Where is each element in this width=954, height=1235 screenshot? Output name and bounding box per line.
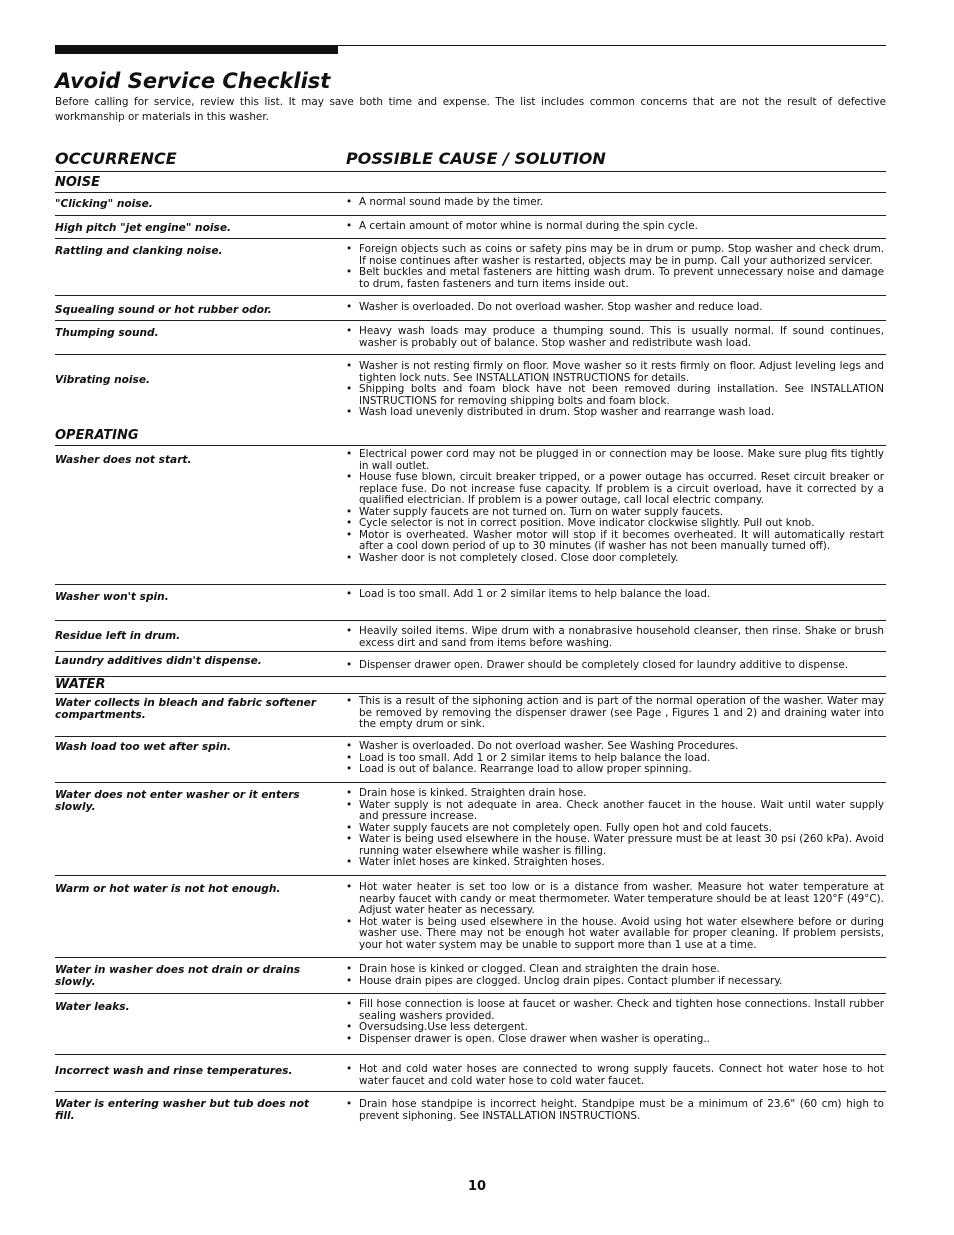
solution-item: • A normal sound made by the timer.: [345, 197, 884, 209]
solution-item: • Fill hose connection is loose at faucet or washer. Check and tighten hose connections. Install rubber sealing washers provided.: [345, 999, 884, 1022]
solution-item: • Drain hose is kinked. Straighten drain hose.: [345, 788, 884, 800]
divider: [55, 192, 886, 193]
solution-item: • Wash load unevenly distributed in drum. Stop washer and rearrange wash load.: [345, 407, 884, 419]
divider: [55, 736, 886, 737]
solution-item: • Drain hose standpipe is incorrect height. Standpipe must be a minimum of 23.6" (60 cm) high to prevent siphoning. See INSTALLATION INSTRUCTIONS.: [345, 1099, 884, 1122]
divider: [55, 651, 886, 652]
divider: [55, 238, 886, 239]
occurrence-label: Washer won't spin.: [55, 591, 169, 603]
solution-list: [345, 999, 884, 1045]
solution-list: [345, 197, 884, 209]
solution-item: • Hot water heater is set too low or is a distance from washer. Measure hot water temperature at nearby faucet with candy or meat thermometer. Water temperature should be at least 120°F (49°C). Adjust water heater as necessary.: [345, 882, 884, 917]
solution-list: [345, 449, 884, 564]
occurrence-label: Incorrect wash and rinse temperatures.: [55, 1065, 293, 1077]
solution-item: • A certain amount of motor whine is normal during the spin cycle.: [345, 221, 884, 233]
divider: [55, 1054, 886, 1055]
solution-item: • Water supply is not adequate in area. Check another faucet in the house. Wait until water supply and pressure increase.: [345, 800, 884, 823]
cause-heading: POSSIBLE CAUSE / SOLUTION: [346, 149, 606, 168]
occurrence-label: Rattling and clanking noise.: [55, 245, 223, 257]
occurrence-label: Washer does not start.: [55, 454, 192, 466]
occurrence-label: Water leaks.: [55, 1001, 130, 1013]
solution-item: • Foreign objects such as coins or safety pins may be in drum or pump. Stop washer and check drum. If noise continues after washer is restarted, objects may be in pump. Call your authorized servicer.: [345, 244, 884, 267]
solution-item: • Washer is overloaded. Do not overload washer. See Washing Procedures.: [345, 741, 884, 753]
solution-item: • House drain pipes are clogged. Unclog drain pipes. Contact plumber if necessary.: [345, 976, 884, 988]
divider: [55, 295, 886, 296]
solution-item: • Water inlet hoses are kinked. Straighten hoses.: [345, 857, 884, 869]
section-operating: OPERATING: [55, 428, 139, 443]
occurrence-label: Water does not enter washer or it enters slowly.: [55, 789, 300, 813]
divider: [55, 171, 886, 172]
solution-list: [345, 244, 884, 290]
occurrence-label: Vibrating noise.: [55, 374, 151, 386]
divider: [55, 875, 886, 876]
occurrence-label: Squealing sound or hot rubber odor.: [55, 304, 272, 316]
divider: [55, 320, 886, 321]
divider: [55, 445, 886, 446]
occurrence-heading: OCCURRENCE: [55, 149, 177, 168]
divider: [55, 620, 886, 621]
solution-item: • Heavy wash loads may produce a thumping sound. This is usually normal. If sound continues, washer is probably out of balance. Stop washer and redistribute wash load.: [345, 326, 884, 349]
divider: [55, 676, 886, 677]
divider: [55, 993, 886, 994]
solution-item: • Hot and cold water hoses are connected to wrong supply faucets. Connect hot water hose to hot water faucet and cold water hose to cold water faucet.: [345, 1064, 884, 1087]
section-noise: NOISE: [55, 175, 101, 190]
solution-item: • Motor is overheated. Washer motor will stop if it becomes overheated. It will automatically restart after a cool down period of up to 30 minutes (if washer has not been manually turned off).: [345, 530, 884, 553]
divider: [55, 354, 886, 355]
solution-list: [345, 302, 884, 314]
occurrence-label: Residue left in drum.: [55, 630, 181, 642]
solution-item: • Washer is not resting firmly on floor. Move washer so it rests firmly on floor. Adjust leveling legs and tighten lock nuts. See INSTALLATION INSTRUCTIONS for details.: [345, 361, 884, 384]
solution-list: [345, 1064, 884, 1087]
header-rule: [338, 45, 886, 46]
solution-item: • Electrical power cord may not be plugged in or connection may be loose. Make sure plug fits tightly in wall outlet.: [345, 449, 884, 472]
divider: [55, 693, 886, 694]
solution-list: [345, 1099, 884, 1122]
divider: [55, 957, 886, 958]
occurrence-label: Water is entering washer but tub does not fill.: [55, 1098, 310, 1122]
solution-item: • House fuse blown, circuit breaker tripped, or a power outage has occurred. Reset circuit breaker or replace fuse. Do not increase fuse capacity. If problem is a circuit overload, have it corrected by a qualified electrician. If problem is a power outage, call local electric company.: [345, 472, 884, 507]
solution-item: • Washer is overloaded. Do not overload washer. Stop washer and reduce load.: [345, 302, 884, 314]
solution-list: [345, 660, 884, 672]
solution-list: [345, 741, 884, 776]
solution-item: • Water is being used elsewhere in the house. Water pressure must be at least 30 psi (260 kPa). Avoid running water elsewhere while washer is filling.: [345, 834, 884, 857]
solution-list: [345, 589, 884, 601]
solution-item: • Hot water is being used elsewhere in the house. Avoid using hot water elsewhere before or during washer use. There may not be enough hot water available for proper cleaning. If problem persists, your hot water system may be unable to support more than 1 use at a time.: [345, 917, 884, 952]
intro-text: Before calling for service, review this list. It may save both time and expense. The list includes common concerns that are not the result of defective workmanship or materials in this washer.: [55, 96, 886, 123]
solution-list: [345, 788, 884, 869]
solution-item: • This is a result of the siphoning action and is part of the normal operation of the washer. Water may be removed by removing the dispenser drawer (see Page , Figures 1 and 2) and draining water into the empty drum or sink.: [345, 696, 884, 731]
solution-item: • Load is too small. Add 1 or 2 similar items to help balance the load.: [345, 589, 884, 601]
solution-item: • Washer door is not completely closed. Close door completely.: [345, 553, 884, 565]
divider: [55, 1091, 886, 1092]
occurrence-label: Water in washer does not drain or drains slowly.: [55, 964, 301, 988]
solution-list: [345, 882, 884, 951]
section-water: WATER: [55, 677, 106, 692]
divider: [55, 215, 886, 216]
occurrence-label: High pitch "jet engine" noise.: [55, 222, 232, 234]
solution-list: [345, 696, 884, 731]
solution-item: • Shipping bolts and foam block have not been removed during installation. See INSTALLATION INSTRUCTIONS for removing shipping bolts and foam block.: [345, 384, 884, 407]
occurrence-label: Thumping sound.: [55, 327, 159, 339]
solution-item: • Dispenser drawer is open. Close drawer when washer is operating..: [345, 1034, 884, 1046]
solution-list: [345, 221, 884, 233]
solution-item: • Load is too small. Add 1 or 2 similar items to help balance the load.: [345, 753, 884, 765]
solution-list: [345, 361, 884, 419]
page-title: Avoid Service Checklist: [55, 69, 331, 93]
occurrence-label: "Clicking" noise.: [55, 198, 153, 210]
occurrence-label: Laundry additives didn't dispense.: [55, 655, 262, 667]
header-bar: [55, 45, 338, 54]
divider: [55, 584, 886, 585]
solution-item: • Water supply faucets are not completely open. Fully open hot and cold faucets.: [345, 823, 884, 835]
solution-item: • Belt buckles and metal fasteners are hitting wash drum. To prevent unnecessary noise and damage to drum, fasten fasteners and turn items inside out.: [345, 267, 884, 290]
solution-list: [345, 964, 884, 987]
solution-list: [345, 626, 884, 649]
occurrence-label: Warm or hot water is not hot enough.: [55, 883, 281, 895]
solution-item: • Dispenser drawer open. Drawer should be completely closed for laundry additive to dispense.: [345, 660, 884, 672]
solution-item: • Water supply faucets are not turned on. Turn on water supply faucets.: [345, 507, 884, 519]
occurrence-label: Wash load too wet after spin.: [55, 741, 232, 753]
solution-item: • Drain hose is kinked or clogged. Clean and straighten the drain hose.: [345, 964, 884, 976]
solution-item: • Load is out of balance. Rearrange load to allow proper spinning.: [345, 764, 884, 776]
page-number: 10: [467, 1179, 487, 1194]
occurrence-label: Water collects in bleach and fabric softener compartments.: [55, 697, 317, 721]
solution-item: • Oversudsing.Use less detergent.: [345, 1022, 884, 1034]
divider: [55, 782, 886, 783]
solution-list: [345, 326, 884, 349]
solution-item: • Cycle selector is not in correct position. Move indicator clockwise slightly. Pull out knob.: [345, 518, 884, 530]
solution-item: • Heavily soiled items. Wipe drum with a nonabrasive household cleanser, then rinse. Shake or brush excess dirt and sand from items before washing.: [345, 626, 884, 649]
